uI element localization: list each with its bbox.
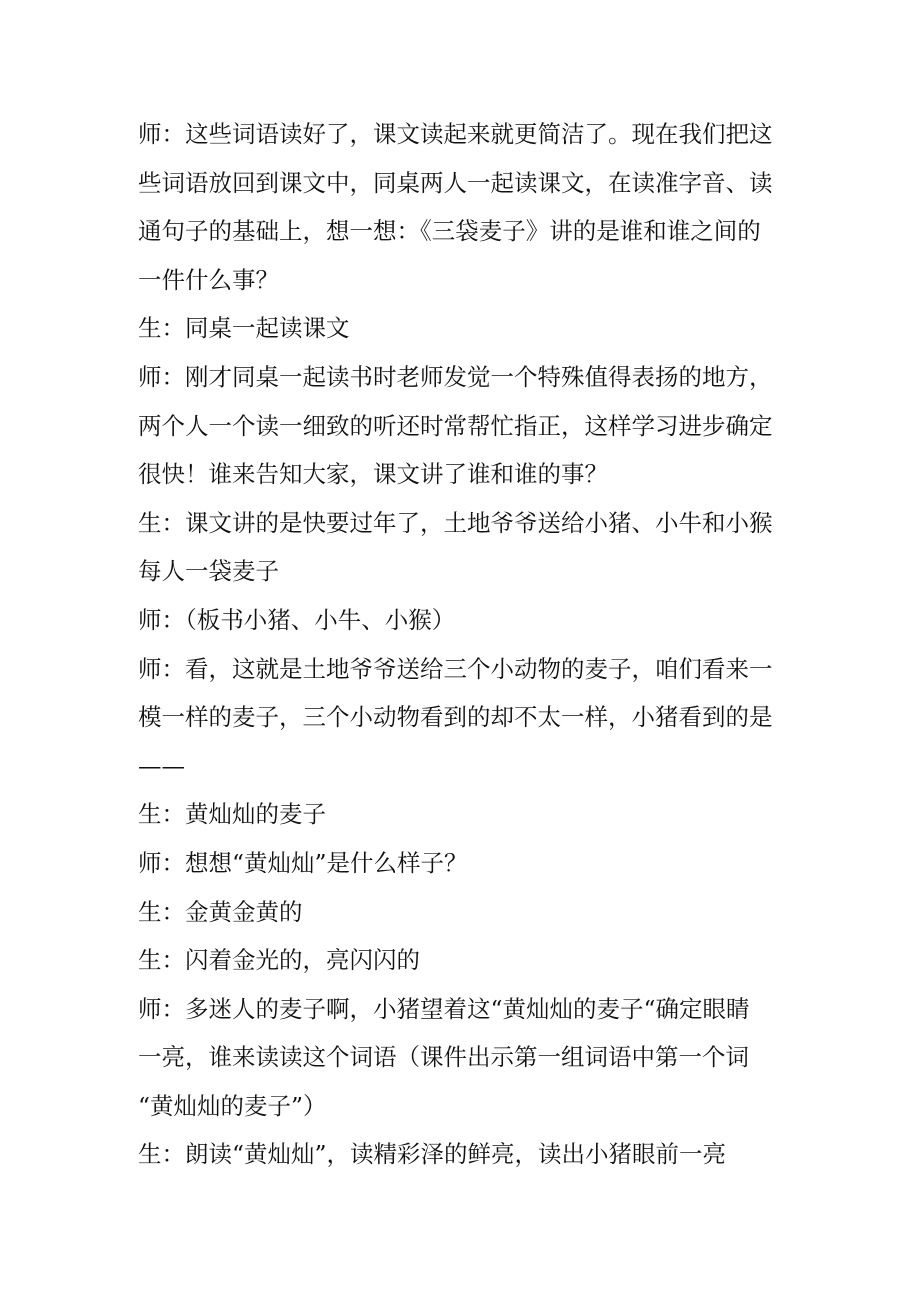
text-line: 师：这些词语读好了，课文读起来就更简洁了。现在我们把这 [138,120,773,148]
document-body [138,110,773,1179]
text-line: 生：金黄金黄的 [138,897,303,926]
text-line: 生：同桌一起读课文 [138,314,350,343]
text-line: 很快！谁来告知大家，课文讲了谁和谁的事？ [138,460,608,489]
text-line: 师：多迷人的麦子啊，小猪望着这“黄灿灿的麦子“确定眼睛 [138,994,750,1023]
text-line: —— [138,751,185,780]
text-line: 师：看，这就是土地爷爷送给三个小动物的麦子，咱们看来一 [138,654,773,683]
text-line: 一亮，谁来读读这个词语（课件出示第一组词语中第一个词 [138,1043,749,1072]
text-line: 师：（板书小猪、小牛、小猴） [138,605,456,634]
text-line: “黄灿灿的麦子”） [138,1091,327,1120]
text-line: 师：想想“黄灿灿”是什么样子？ [138,848,468,877]
text-line: 通句子的基础上，想一想：《三袋麦子》讲的是谁和谁之间的 [138,217,761,246]
text-line: 些词语放回到课文中，同桌两人一起读课文，在读准字音、读 [138,168,773,197]
text-line: 一件什么事？ [138,265,279,294]
text-line: 师：刚才同桌一起读书时老师发觉一个特殊值得表扬的地方， [138,362,773,391]
text-line: 模一样的麦子，三个小动物看到的却不太一样，小猪看到的是 [138,703,773,732]
text-line: 生：课文讲的是快要过年了，土地爷爷送给小猪、小牛和小猴 [138,508,773,537]
text-line: 生：朗读“黄灿灿”，读精彩泽的鲜亮，读出小猪眼前一亮 [138,1140,727,1169]
text-line: 生：黄灿灿的麦子 [138,800,326,829]
text-line: 每人一袋麦子 [138,557,279,586]
text-line: 两个人一个读一细致的听还时常帮忙指正，这样学习进步确定 [138,411,773,440]
text-line: 生：闪着金光的，亮闪闪的 [138,946,420,975]
